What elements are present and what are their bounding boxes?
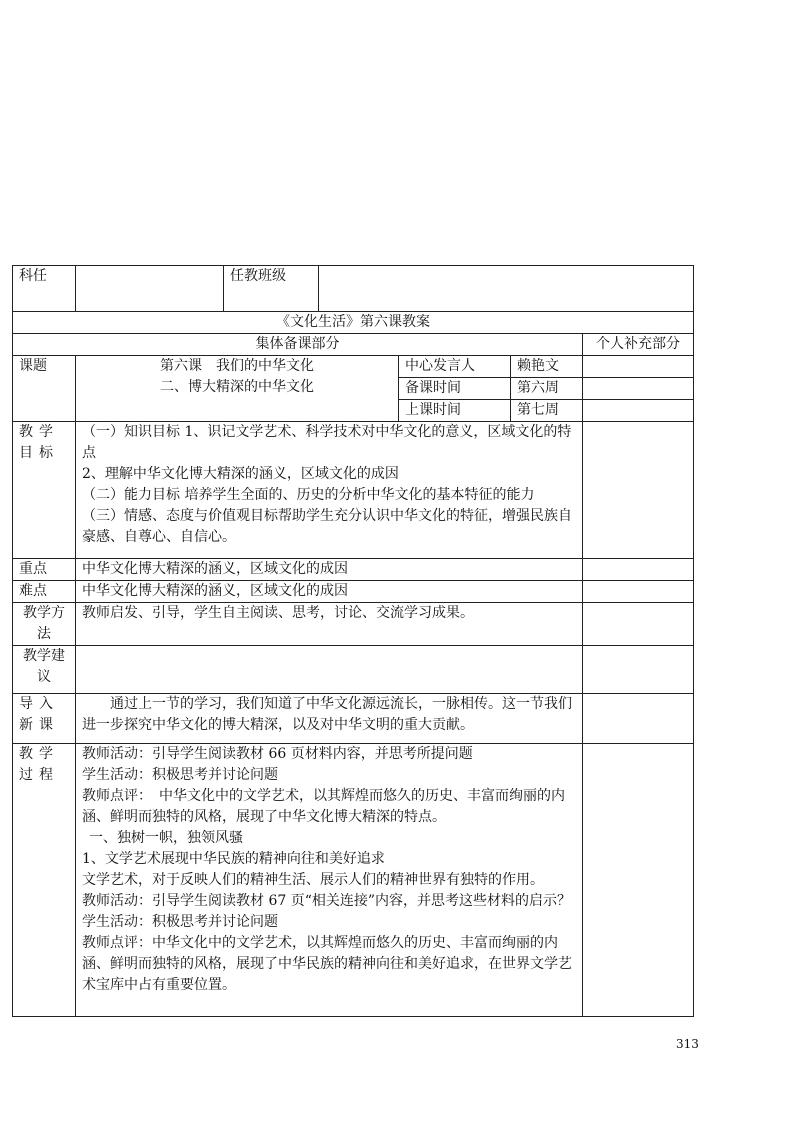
process-line: 教师点评：中华文化中的文学艺术，以其辉煌而悠久的历史、丰富而绚丽的内涵、鲜明而独特的风格，展现了中华民族的精神向往和美好追求，在世界文学艺术宝库中占有重要位置。 — [82, 935, 572, 993]
personal-cell-process — [583, 744, 694, 1017]
row-teacher-class — [13, 266, 694, 312]
process-line: 教师活动：引导学生阅读教材 66 页材料内容，并思考所提问题 — [82, 746, 473, 762]
method-label: 教学方法 — [13, 603, 76, 646]
class-time-value: 第七周 — [511, 400, 583, 422]
personal-cell-suggestion — [583, 646, 694, 694]
row-key-point — [13, 559, 694, 581]
intro-text: 通过上一节的学习，我们知道了中华文化源远流长，一脉相传。这一节我们进一步探究中华文化的博大精深，以及对中华文明的重大贡献。 — [76, 694, 583, 744]
row-intro — [13, 694, 694, 744]
process-label: 教学过程 — [13, 744, 76, 1017]
row-goals — [13, 422, 694, 559]
topic-content — [76, 356, 399, 422]
process-line: 文学艺术，对于反映人们的精神生活、展示人们的精神世界有独特的作用。 — [82, 872, 544, 888]
row-method — [13, 603, 694, 646]
row-sections — [13, 334, 694, 356]
personal-cell-goals — [583, 422, 694, 559]
personal-cell-difficulty — [583, 581, 694, 603]
process-line: 教师点评： 中华文化中的文学艺术，以其辉煌而悠久的历史、丰富而绚丽的内涵、鲜明而独特的风格，展现了中华文化博大精深的特点。 — [82, 788, 565, 825]
class-time-label: 上课时间 — [399, 400, 511, 422]
goals-label: 教学目标 — [13, 422, 76, 559]
row-process — [13, 744, 694, 1017]
prep-time-label: 备课时间 — [399, 378, 511, 400]
subject-label: 科任 — [13, 266, 76, 312]
difficulty-label: 难点 — [13, 581, 76, 603]
topic-line-1: 第六课 我们的中华文化 — [160, 358, 314, 374]
row-difficulty — [13, 581, 694, 603]
prep-time-value: 第六周 — [511, 378, 583, 400]
process-content — [76, 744, 583, 1017]
section-personal: 个人补充部分 — [583, 334, 694, 356]
process-line: 学生活动：积极思考并讨论问题 — [82, 767, 278, 783]
intro-label: 导入新课 — [13, 694, 76, 744]
personal-cell-intro — [583, 694, 694, 744]
process-line: 教师活动：引导学生阅读教材 67 页“相关连接”内容，并思考这些材料的启示？ — [82, 893, 572, 909]
class-value — [319, 266, 694, 312]
goals-line: （三）情感、态度与价值观目标帮助学生充分认识中华文化的特征，增强民族自豪感、自尊心、自信心。 — [82, 508, 572, 545]
process-line: 1、文学艺术展现中华民族的精神向往和美好追求 — [82, 851, 385, 867]
personal-cell-class-time — [583, 400, 694, 422]
process-line: 学生活动：积极思考并讨论问题 — [82, 914, 278, 930]
row-title — [13, 312, 694, 334]
difficulty-text: 中华文化博大精深的涵义，区域文化的成因 — [76, 581, 583, 603]
speaker-label: 中心发言人 — [399, 356, 511, 378]
goals-line: （一）知识目标 1、识记文学艺术、科学技术对中华文化的意义，区域文化的特点 — [82, 424, 572, 461]
row-suggestion — [13, 646, 694, 694]
goals-line: 2、理解中华文化博大精深的涵义，区域文化的成因 — [82, 466, 399, 482]
process-heading: 一、独树一帜，独领风骚 — [89, 830, 243, 846]
subject-value — [76, 266, 224, 312]
goals-line: （二）能力目标 培养学生全面的、历史的分析中华文化的基本特征的能力 — [82, 487, 535, 503]
personal-cell-method — [583, 603, 694, 646]
goals-content — [76, 422, 583, 559]
key-point-text: 中华文化博大精深的涵义，区域文化的成因 — [76, 559, 583, 581]
speaker-value: 赖艳文 — [511, 356, 583, 378]
key-point-label: 重点 — [13, 559, 76, 581]
method-text: 教师启发、引导，学生自主阅读、思考，讨论、交流学习成果。 — [76, 603, 583, 646]
page-number: 313 — [676, 1037, 699, 1051]
lesson-plan-table — [12, 265, 694, 1017]
class-label: 任教班级 — [224, 266, 319, 312]
topic-label: 课题 — [13, 356, 76, 422]
suggestion-label: 教学建议 — [13, 646, 76, 694]
suggestion-text — [76, 646, 583, 694]
topic-line-2: 二、博大精深的中华文化 — [160, 379, 314, 395]
personal-cell-prep — [583, 378, 694, 400]
row-topic — [13, 356, 694, 378]
personal-cell-speaker — [583, 356, 694, 378]
personal-cell-key — [583, 559, 694, 581]
lesson-title: 《文化生活》第六课教案 — [13, 312, 694, 334]
section-collective: 集体备课部分 — [13, 334, 583, 356]
